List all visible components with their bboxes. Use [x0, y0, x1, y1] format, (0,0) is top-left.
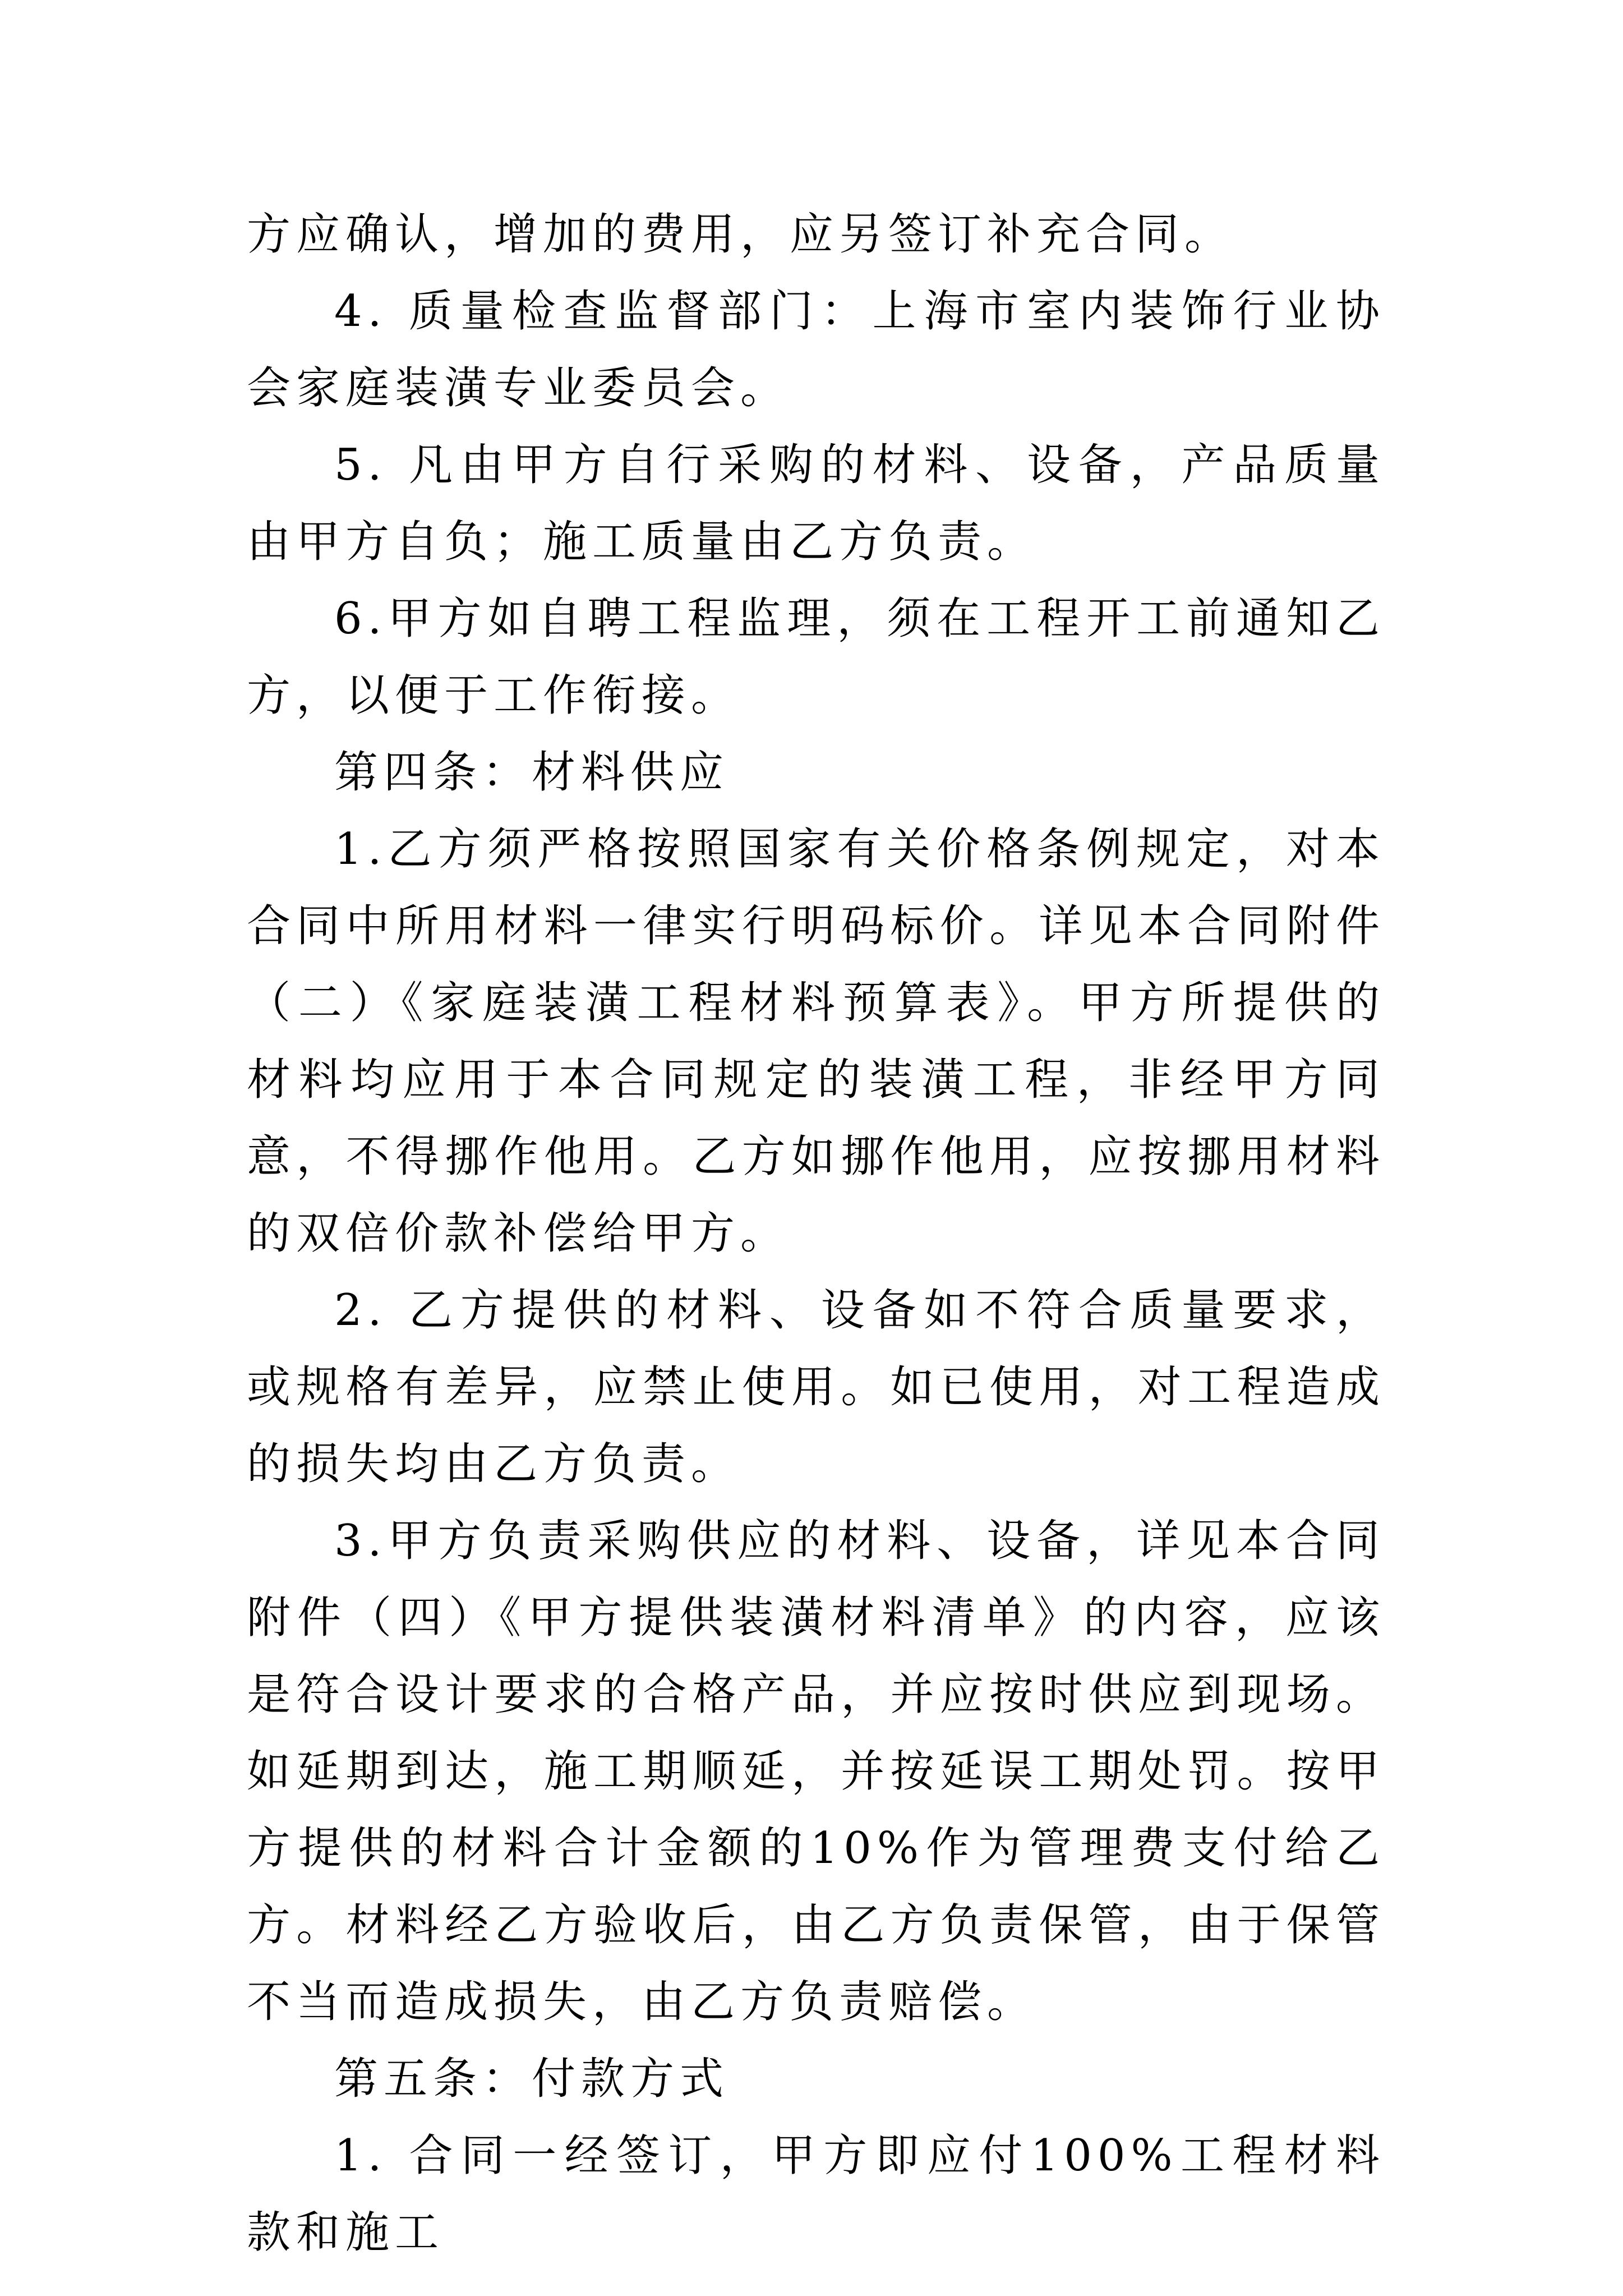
paragraph-item-6-supervisor: 6.甲方如自聘工程监理，须在工程开工前通知乙方，以便于工作衔接。	[247, 593, 1385, 721]
contract-text-body	[247, 196, 1385, 2271]
section-heading-article-4: 第四条：材料供应	[334, 747, 730, 798]
paragraph-continuation: 方应确认，增加的费用，应另签订补充合同。	[247, 209, 1234, 260]
paragraph-article-4-item-3: 3.甲方负责采购供应的材料、设备，详见本合同附件（四）《甲方提供装潢材料清单》的内容，应该是符合设计要求的合格产品，并应按时供应到现场。如延期到达，施工期顺延，并按延误工期处罚。按甲方提供的材料合计金额的10%作为管理费支付给乙方。材料经乙方验收后，由乙方负责保管，由于保管不当而造成损失，由乙方负责赔偿。	[247, 1516, 1385, 2027]
paragraph-item-4-quality-supervision: 4. 质量检查监督部门：上海市室内装饰行业协会家庭装潢专业委员会。	[247, 286, 1385, 413]
paragraph-article-4-item-1: 1.乙方须严格按照国家有关价格条例规定，对本合同中所用材料一律实行明码标价。详见本合同附件（二）《家庭装潢工程材料预算表》。甲方所提供的材料均应用于本合同规定的装潢工程，非经甲方同意，不得挪作他用。乙方如挪作他用，应按挪用材料的双倍价款补偿给甲方。	[247, 824, 1385, 1259]
section-heading-article-5: 第五条：付款方式	[334, 2054, 730, 2104]
paragraph-article-4-item-2: 2. 乙方提供的材料、设备如不符合质量要求，或规格有差异，应禁止使用。如已使用，对工程造成的损失均由乙方负责。	[247, 1285, 1385, 1489]
paragraph-item-5-self-purchase: 5. 凡由甲方自行采购的材料、设备，产品质量由甲方自负；施工质量由乙方负责。	[247, 440, 1385, 567]
paragraph-article-5-item-1: 1. 合同一经签订，甲方即应付100%工程材料款和施工	[247, 2131, 1385, 2258]
